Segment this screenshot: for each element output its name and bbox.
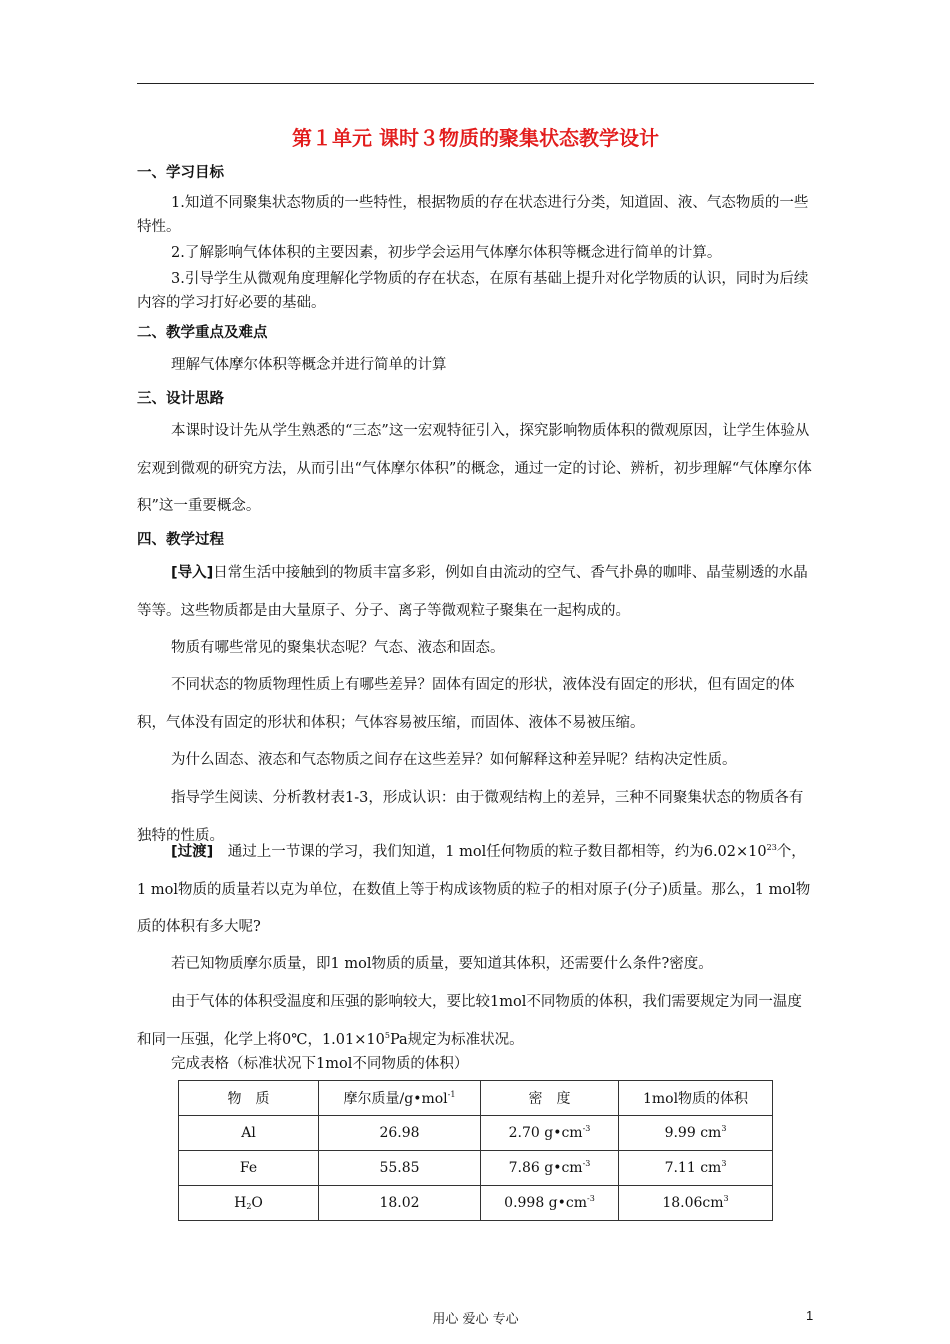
intro-tag: [导入] (171, 565, 214, 581)
section-heading-design: 三、设计思路 (137, 391, 224, 407)
substance-name: H (234, 1195, 247, 1211)
intro-text: 日常生活中接触到的物质丰富多彩，例如自由流动的空气、香气扑鼻的咖啡、晶莹剔透的水晶等等。这些物质都是由大量原子、分子、离子等微观粒子聚集在一起构成的。 (137, 565, 808, 619)
cell-density (481, 1116, 619, 1151)
header-density: 密 度 (481, 1081, 619, 1116)
cell-molar-mass: 26.98 (319, 1116, 481, 1151)
header-rule (137, 83, 814, 84)
section-heading-goals: 一、学习目标 (137, 165, 224, 181)
cell-density (481, 1151, 619, 1186)
volume-exponent: 3 (723, 1194, 729, 1203)
volume-value: 18.06cm (662, 1195, 724, 1211)
substance-subscript: 2 (246, 1202, 252, 1211)
design-paragraph: 本课时设计先从学生熟悉的“三态”这一宏观特征引入，探究影响物质体积的微观原因，让学生体验从宏观到微观的研究方法，从而引出“气体摩尔体积”的概念，通过一定的讨论、辨析，初步理解“气体摩尔体积”这一重要概念。 (137, 423, 812, 514)
header-molar-mass (319, 1081, 481, 1116)
table-row (179, 1151, 773, 1186)
transition-tag: [过渡] (171, 844, 214, 860)
density-exponent: -3 (582, 1159, 591, 1168)
paragraph-why: 为什么固态、液态和气态物质之间存在这些差异？如何解释这种差异呢？结构决定性质。 (171, 752, 737, 768)
density-value: 2.70 g•cm (508, 1125, 583, 1141)
section-heading-process: 四、教学过程 (137, 532, 224, 548)
cell-density (481, 1186, 619, 1221)
header-volume: 1mol物质的体积 (619, 1081, 773, 1116)
volume-exponent: 3 (721, 1124, 727, 1133)
cell-molar-mass: 55.85 (319, 1151, 481, 1186)
cell-substance (179, 1186, 319, 1221)
cell-substance (179, 1116, 319, 1151)
transition-exponent: 23 (766, 843, 777, 852)
transition-text-b: 个，1 mol物质的质量若以克为单位，在数值上等于构成该物质的粒子的相对原子(分子)质量。那么，1 mol物质的体积有多大呢? (137, 844, 811, 935)
paragraph-standard-conditions (137, 984, 815, 1059)
standard-text-a: 由于气体的体积受温度和压强的影响较大，要比较1mol不同物质的体积，我们需要规定为同一温度和同一压强，化学上将0℃，1.01×10 (137, 994, 802, 1048)
standard-text-b: Pa规定为标准状况。 (389, 1031, 524, 1048)
volume-exponent: 3 (721, 1159, 727, 1168)
table-header-row (179, 1081, 773, 1116)
density-exponent: -3 (587, 1194, 595, 1203)
goal-2: 2.了解影响气体体积的主要因素，初步学会运用气体摩尔体积等概念进行简单的计算。 (171, 245, 722, 261)
paragraph-guide: 指导学生阅读、分析教材表1-3，形成认识：由于微观结构上的差异，三种不同聚集状态的物质各有独特的性质。 (137, 790, 804, 844)
cell-substance (179, 1151, 319, 1186)
paragraph-states: 物质有哪些常见的聚集状态呢？气态、液态和固态。 (171, 640, 505, 656)
density-value: 0.998 g•cm (504, 1195, 588, 1211)
document-title: 第１单元 课时３物质的聚集状态教学设计 (292, 126, 659, 150)
paragraph-density: 若已知物质摩尔质量，即1 mol物质的质量，要知道其体积，还需要什么条件?密度。 (171, 956, 713, 972)
page-number: 1 (806, 1308, 814, 1323)
transition-paragraph (137, 834, 815, 947)
substance-name: Fe (239, 1160, 258, 1176)
volume-value: 7.11 cm (664, 1160, 722, 1176)
substance-name: Al (241, 1125, 256, 1141)
section-heading-keypoints: 二、教学重点及难点 (137, 325, 268, 341)
table-row (179, 1186, 773, 1221)
goal-3: 3.引导学生从微观角度理解化学物质的存在状态，在原有基础上提升对化学物质的认识，同时为后续内容的学习打好必要的基础。 (137, 271, 809, 311)
header-substance: 物 质 (179, 1081, 319, 1116)
table-caption: 完成表格（标准状况下1mol不同物质的体积） (171, 1056, 469, 1072)
cell-volume (619, 1151, 773, 1186)
volume-table (178, 1080, 773, 1221)
paragraph-differences: 不同状态的物质物理性质上有哪些差异？固体有固定的形状，液体没有固定的形状，但有固定的体积，气体没有固定的形状和体积；气体容易被压缩，而固体、液体不易被压缩。 (137, 677, 795, 731)
substance-name-suffix: O (251, 1195, 263, 1211)
header-molar-mass-label: 摩尔质量/g•mol (343, 1091, 448, 1107)
table-row (179, 1116, 773, 1151)
cell-volume (619, 1116, 773, 1151)
volume-value: 9.99 cm (664, 1125, 722, 1141)
cell-molar-mass: 18.02 (319, 1186, 481, 1221)
keypoint-text: 理解气体摩尔体积等概念并进行简单的计算 (171, 357, 447, 373)
page-footer: 用心 爱心 专心 (432, 1312, 519, 1327)
transition-text-a: 通过上一节课的学习，我们知道，1 mol任何物质的粒子数目都相等，约为6.02×10 (213, 844, 767, 860)
density-exponent: -3 (582, 1124, 591, 1133)
intro-paragraph (137, 555, 815, 630)
cell-volume (619, 1186, 773, 1221)
goal-1: 1.知道不同聚集状态物质的一些特性，根据物质的存在状态进行分类，知道固、液、气态物质的一些特性。 (137, 195, 809, 235)
density-value: 7.86 g•cm (508, 1160, 583, 1176)
standard-exponent: 5 (384, 1030, 390, 1040)
header-molar-mass-exponent: -1 (447, 1090, 456, 1099)
